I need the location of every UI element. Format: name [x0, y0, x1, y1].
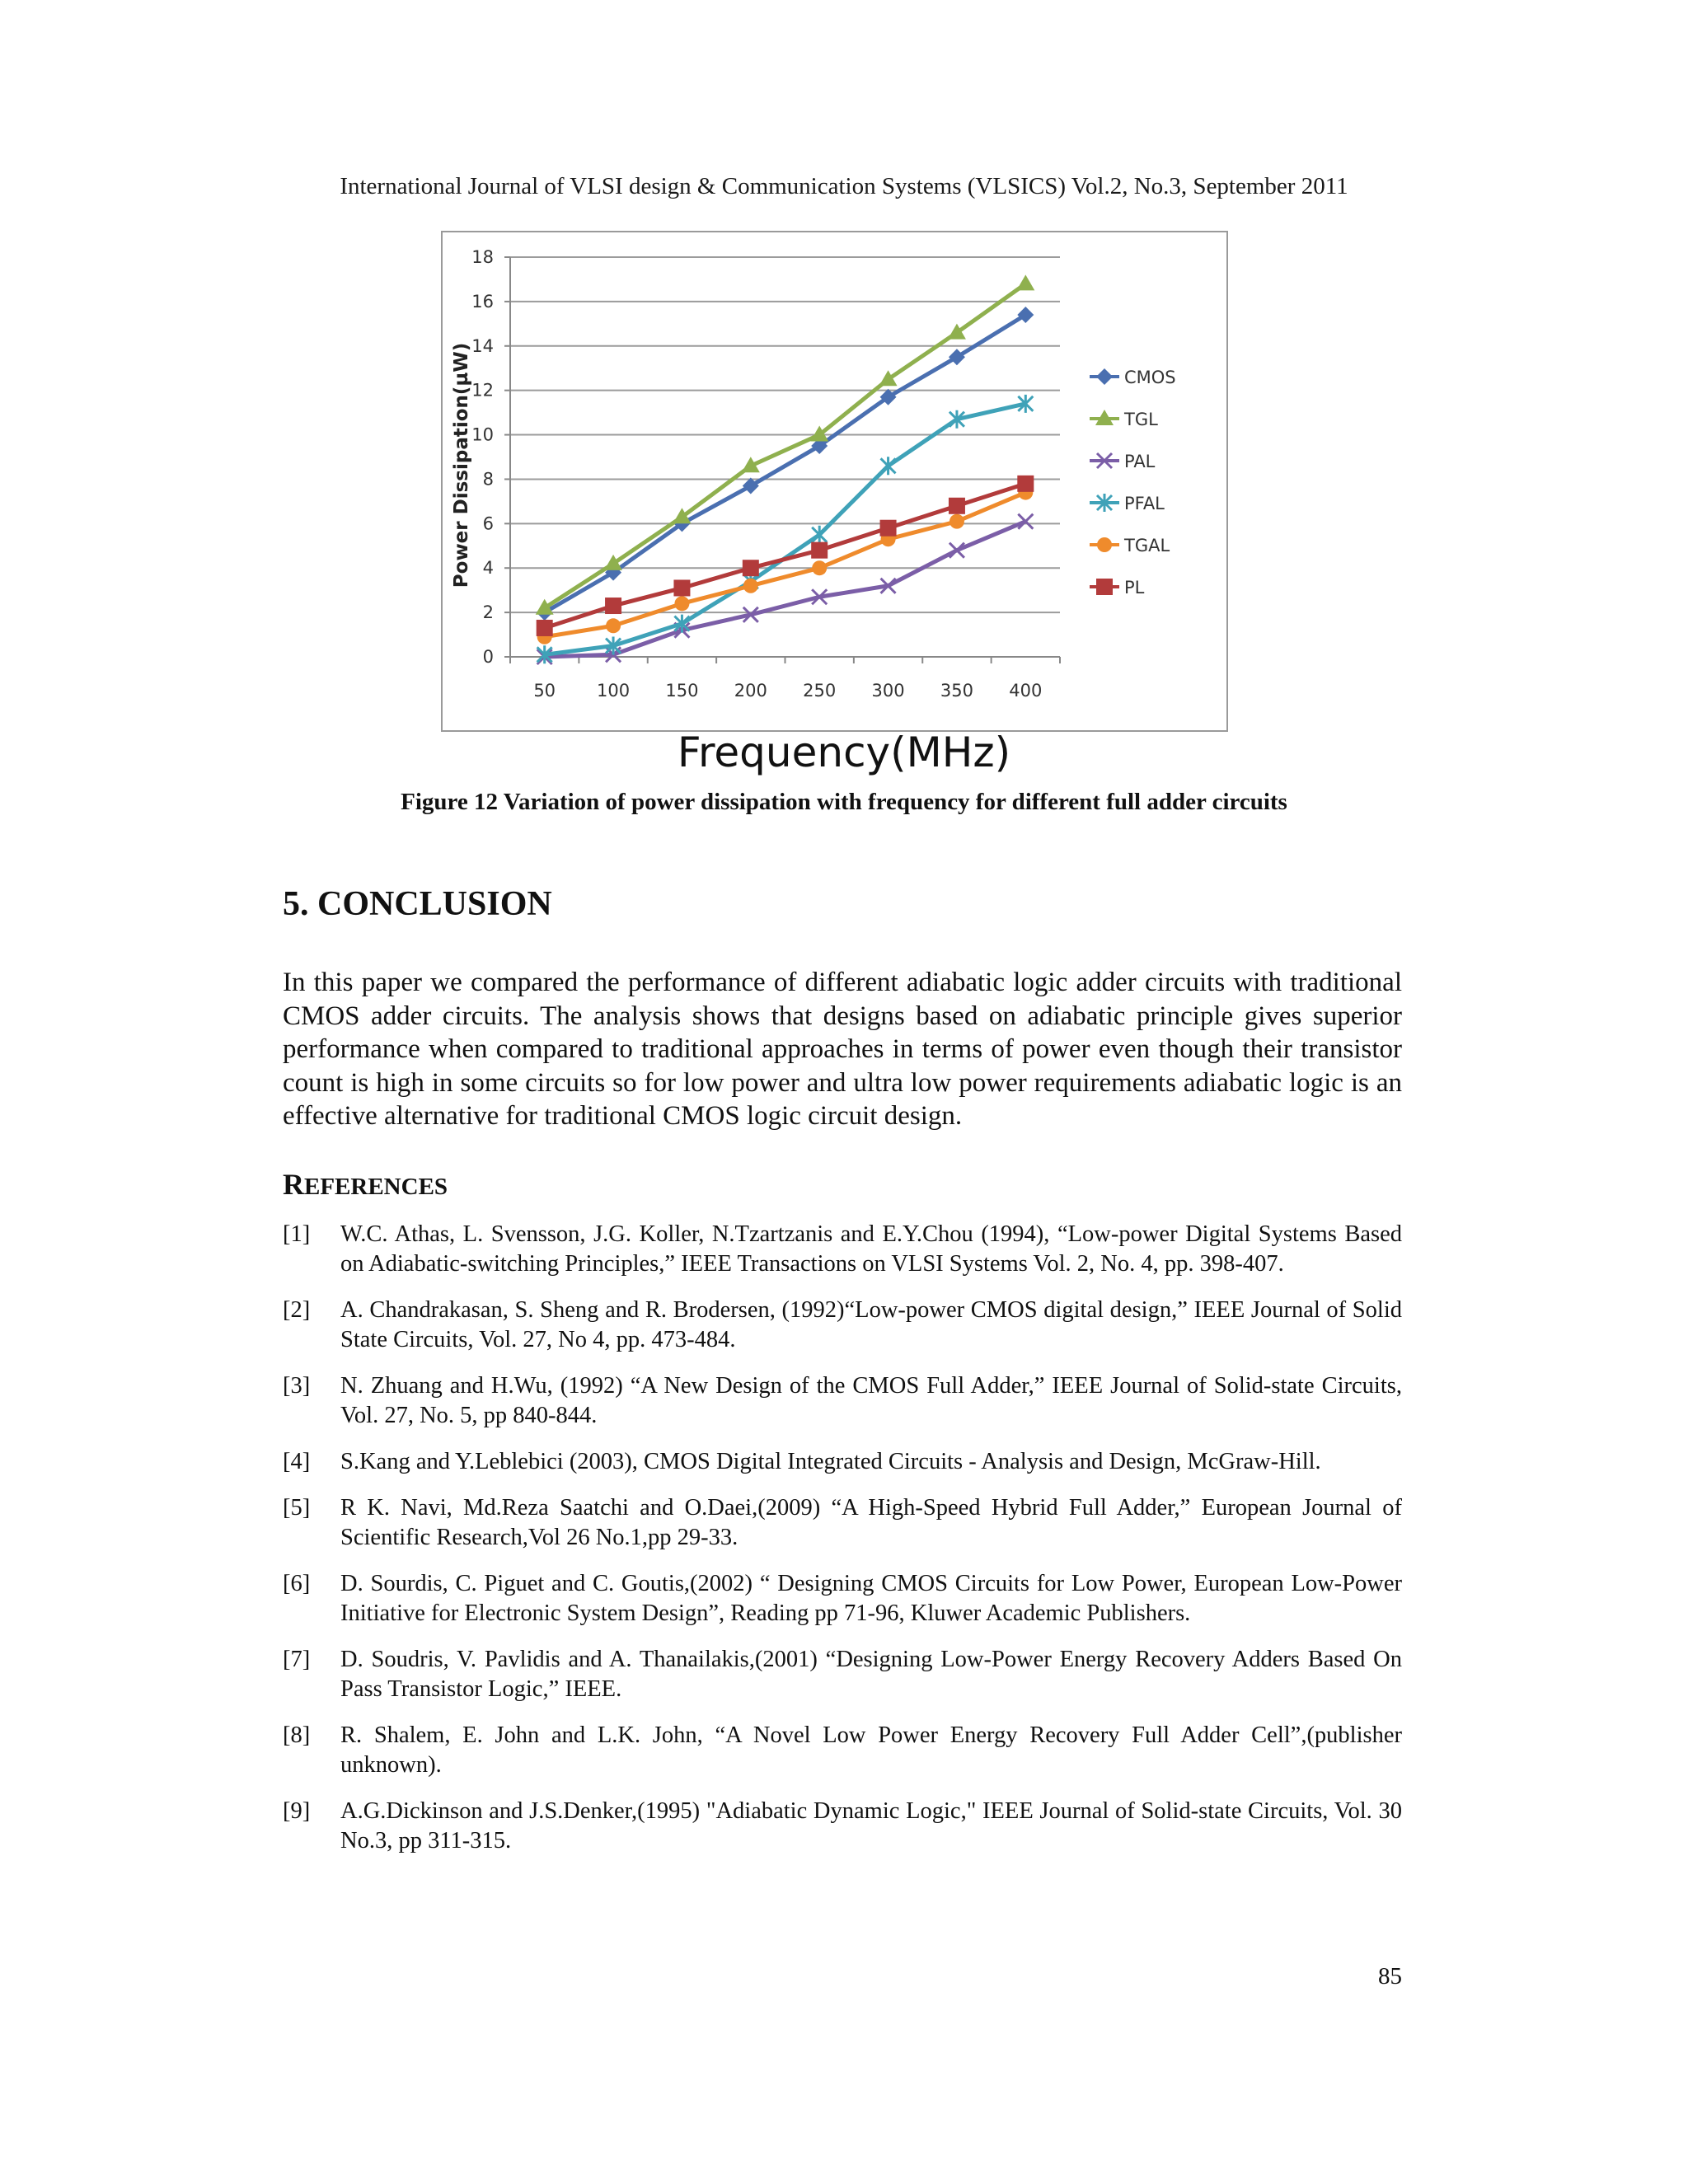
reference-item: [283, 1296, 1402, 1355]
y-tick-label: 6: [482, 513, 494, 534]
reference-text: N. Zhuang and H.Wu, (1992) “A New Design of the CMOS Full Adder,” IEEE Journal of Solid-state Circuits, Vol. 27, No. 5, pp 840-844.: [340, 1373, 1402, 1428]
data-point-tgal: [743, 579, 758, 593]
data-point-pl: [605, 598, 621, 614]
figure-caption: Figure 12 Variation of power dissipation with frequency for different full adder circuits: [401, 789, 1287, 815]
reference-number: [6]: [283, 1571, 311, 1596]
data-point-pl: [949, 498, 965, 514]
series-line-pal: [545, 522, 1026, 657]
legend-label-pl: PL: [1124, 578, 1145, 598]
data-point-pl: [811, 542, 828, 559]
reference-text: W.C. Athas, L. Svensson, J.G. Koller, N.Tzartzanis and E.Y.Chou (1994), “Low-power Digital Systems Based on Adiabatic-switching Principles,” IEEE Transactions on VLSI Systems Vol. 2, No. 4, pp. 398-407.: [340, 1221, 1402, 1277]
x-tick-label: 350: [940, 681, 973, 701]
references-heading: [283, 1167, 448, 1202]
y-axis-label: Power Dissipation(µW): [451, 342, 472, 588]
y-tick-label: 2: [482, 602, 494, 623]
data-point-pl: [673, 579, 690, 596]
data-point-tgal: [606, 618, 621, 633]
references-heading-initial: R: [283, 1168, 304, 1201]
reference-number: [2]: [283, 1297, 311, 1323]
x-axis-label: Frequency(MHz): [677, 729, 1011, 776]
reference-number: [8]: [283, 1722, 311, 1748]
data-point-pl: [743, 560, 759, 576]
legend-label-pal: PAL: [1124, 452, 1156, 471]
data-point-pl: [1017, 476, 1034, 492]
data-point-pl: [880, 520, 897, 537]
reference-item: [283, 1493, 1402, 1553]
reference-item: [283, 1220, 1402, 1279]
reference-number: [7]: [283, 1647, 311, 1672]
reference-text: S.Kang and Y.Leblebici (2003), CMOS Digital Integrated Circuits - Analysis and Design, McGraw-Hill.: [340, 1449, 1321, 1474]
legend-label-cmos: CMOS: [1124, 368, 1176, 387]
data-point-pl: [537, 620, 553, 636]
reference-text: R. Shalem, E. John and L.K. John, “A Novel Low Power Energy Recovery Full Adder Cell”,(publisher unknown).: [340, 1722, 1402, 1778]
data-point-tgal: [950, 514, 964, 529]
reference-item: [283, 1569, 1402, 1629]
legend-marker-tgal: [1097, 537, 1112, 552]
x-tick-label: 100: [597, 681, 631, 701]
reference-list: [283, 1220, 1402, 1872]
data-point-pfal: [881, 457, 896, 475]
y-tick-label: 12: [471, 380, 494, 401]
reference-text: D. Sourdis, C. Piguet and C. Goutis,(2002) “ Designing CMOS Circuits for Low Power, European Low-Power Initiative for Electronic System Design”, Reading pp 71-96, Kluwer Academic Publishers.: [340, 1571, 1402, 1626]
reference-item: [283, 1797, 1402, 1856]
reference-item: [283, 1371, 1402, 1431]
y-tick-label: 16: [471, 291, 494, 312]
y-tick-label: 4: [482, 558, 494, 579]
x-tick-label: 50: [533, 681, 556, 701]
power-frequency-line-chart: [443, 232, 1230, 733]
y-tick-label: 14: [471, 335, 494, 356]
legend-label-pfal: PFAL: [1124, 494, 1165, 513]
reference-text: R K. Navi, Md.Reza Saatchi and O.Daei,(2009) “A High-Speed Hybrid Full Adder,” European Journal of Scientific Research,Vol 26 No.1,pp 29-33.: [340, 1495, 1402, 1550]
conclusion-paragraph: In this paper we compared the performance of different adiabatic logic adder circuits with traditional CMOS adder circuits. The analysis shows that designs based on adiabatic principle gives superior performance when compared to traditional approaches in terms of power even though their transistor count is high in some circuits so for low power and ultra low power requirements adiabatic logic is an effective alternative for traditional CMOS logic circuit design.: [283, 968, 1402, 1131]
data-point-tgal: [674, 596, 689, 611]
y-tick-label: 10: [471, 424, 494, 445]
legend-marker-pl: [1096, 579, 1113, 595]
journal-header: International Journal of VLSI design & Communication Systems (VLSICS) Vol.2, No.3, September 2011: [340, 173, 1348, 199]
legend-marker-cmos: [1096, 368, 1113, 385]
x-tick-label: 400: [1009, 681, 1043, 701]
page-number: 85: [1378, 1963, 1402, 1990]
section-title-conclusion: 5. CONCLUSION: [283, 885, 552, 923]
chart-legend: [1090, 368, 1176, 598]
x-tick-label: 200: [734, 681, 767, 701]
data-point-pfal: [812, 526, 827, 544]
reference-text: A. Chandrakasan, S. Sheng and R. Brodersen, (1992)“Low-power CMOS digital design,” IEEE Journal of Solid State Circuits, Vol. 27, No 4, pp. 473-484.: [340, 1297, 1402, 1352]
data-point-tgl: [1016, 274, 1034, 290]
reference-number: [5]: [283, 1495, 311, 1521]
reference-text: A.G.Dickinson and J.S.Denker,(1995) "Adiabatic Dynamic Logic," IEEE Journal of Solid-state Circuits, Vol. 30 No.3, pp 311-315.: [340, 1798, 1402, 1854]
data-point-tgal: [812, 560, 827, 575]
chart-series: [536, 274, 1035, 664]
references-heading-rest: EFERENCES: [304, 1174, 448, 1200]
data-point-cmos: [743, 478, 759, 494]
reference-number: [9]: [283, 1798, 311, 1824]
reference-text: D. Soudris, V. Pavlidis and A. Thanailakis,(2001) “Designing Low-Power Energy Recovery Adders Based On Pass Transistor Logic,” IEEE.: [340, 1647, 1402, 1702]
legend-label-tgl: TGL: [1124, 410, 1158, 429]
x-tick-label: 250: [803, 681, 837, 701]
x-tick-label: 300: [871, 681, 905, 701]
y-tick-label: 18: [471, 247, 494, 267]
reference-item: [283, 1447, 1402, 1477]
figure-12-chart: [441, 231, 1228, 732]
reference-item: [283, 1645, 1402, 1704]
x-tick-label: 150: [665, 681, 699, 701]
reference-number: [3]: [283, 1373, 311, 1399]
series-line-pfal: [545, 404, 1026, 654]
reference-item: [283, 1721, 1402, 1780]
reference-number: [4]: [283, 1449, 311, 1474]
y-tick-label: 0: [482, 647, 494, 667]
y-tick-label: 8: [482, 469, 494, 490]
legend-label-tgal: TGAL: [1124, 536, 1170, 555]
reference-number: [1]: [283, 1221, 311, 1247]
